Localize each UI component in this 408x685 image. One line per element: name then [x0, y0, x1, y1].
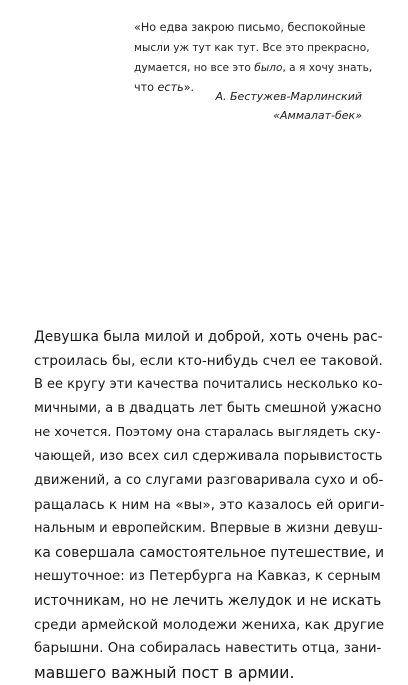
body-line: Девушка была милой и доброй, хоть очень рас-: [34, 329, 383, 345]
body-line: строилась бы, если кто-нибудь счел ее таковой.: [34, 353, 383, 369]
body-line: барышни. Она собиралась навестить отца, зани-: [34, 641, 382, 656]
body-line: В ее кругу эти качества почитались несколько ко-: [34, 377, 383, 392]
epigraph-text: , а я хочу знать,: [282, 62, 373, 74]
body-line: нешуточное: из Петербурга на Кавказ, к серным: [34, 569, 381, 584]
body-line: нальным и европейским. Впервые в жизни девуш-: [34, 521, 383, 536]
epigraph-text: ».: [183, 81, 195, 94]
epigraph-line: [134, 58, 372, 78]
body-line: мичными, а в двадцать лет быть смешной ужасно: [34, 401, 382, 416]
body-line: ка совершала самостоятельное путешествие, и: [34, 545, 385, 561]
body-line: источникам, но не лечить желудок и не искать: [34, 593, 382, 609]
attribution-work: «Аммалат-бек»: [273, 108, 362, 122]
body-line: мавшего важный пост в армии.: [34, 664, 295, 682]
epigraph-line: мысли уж тут как тут. Все это прекрасно,: [134, 42, 370, 54]
epigraph-attribution: [215, 88, 362, 125]
epigraph-text: что: [134, 81, 154, 94]
attribution-author: А. Бестужев-Марлинский: [215, 90, 362, 103]
body-line: среди армейской молодежи жениха, как другие: [34, 617, 385, 633]
body-line: не хочется. Поэтому она старалась выглядеть ску-: [34, 425, 381, 440]
epigraph-text: думается, но все это: [134, 62, 251, 74]
epigraph: [134, 18, 372, 98]
body-line: ращалась к ним на «вы», это казалось ей ориги-: [34, 497, 385, 513]
body-paragraph: [34, 325, 384, 685]
body-line: движений, а со слугами разговаривала сухо и об-: [34, 473, 384, 488]
body-line: чающей, изо всех сил сдерживала порывистость: [34, 449, 383, 464]
epigraph-emphasis: есть: [157, 81, 184, 94]
epigraph-line: «Но едва закрою письмо, беспокойные: [134, 21, 366, 34]
epigraph-emphasis: было: [254, 62, 283, 74]
